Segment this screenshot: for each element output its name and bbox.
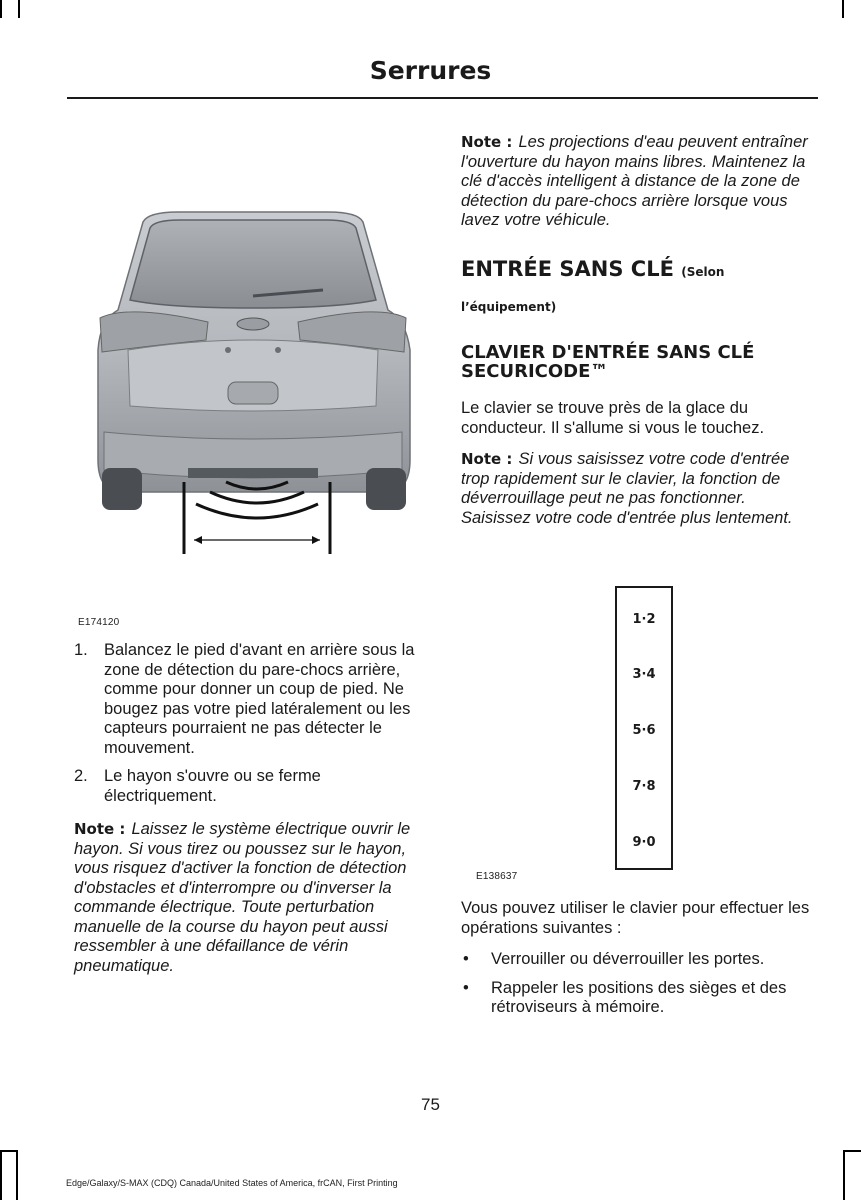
list-item <box>461 979 817 1018</box>
step-number: 1. <box>74 641 88 659</box>
keypad-key: 3·4 <box>632 667 656 682</box>
bullet-marker: • <box>463 978 469 997</box>
figure-code: E174120 <box>78 617 120 628</box>
note-text: Laissez le système électrique ouvrir le hayon. Si vous tirez ou poussez sur le hayon, vous risquez d'activer la fonction de détection d'obstacles et d'interrompre ou d'inverser la commande électrique. Toute perturbation manuelle de la course du hayon peut aussi ressembler à une défaillance de vérin pneumatique. <box>74 820 411 975</box>
page-title: Serrures <box>369 56 492 85</box>
bullet-list <box>461 950 817 1018</box>
heading-qualifier: (Selon <box>681 264 725 279</box>
subsection-heading: CLAVIER D'ENTRÉE SANS CLÉ SECURICODE™ <box>461 342 755 382</box>
note-block <box>461 133 817 231</box>
note-label: Note : <box>461 133 513 151</box>
keypad-key: 5·6 <box>632 723 656 738</box>
note-block <box>461 450 817 528</box>
bullet-text: Verrouiller ou déverrouiller les portes. <box>491 950 765 968</box>
list-item <box>461 950 817 970</box>
keypad-key: 7·8 <box>632 779 656 794</box>
step-text: Balancez le pied d'avant en arrière sous la zone de détection du pare-chocs arrière, comme pour donner un coup de pied. Ne bougez pas votre pied latéralement ou les capteurs pourraient ne pas détecter le mouvement. <box>104 641 415 757</box>
bullet-marker: • <box>463 950 469 968</box>
list-item <box>74 641 428 758</box>
heading-qualifier-tail: l’équipement) <box>461 299 557 314</box>
crop-mark <box>16 1150 18 1200</box>
figure-code: E138637 <box>476 871 518 882</box>
keypad-key: 1·2 <box>632 612 656 627</box>
crop-mark <box>18 0 20 18</box>
keypad-key: 9·0 <box>632 835 656 850</box>
crop-mark <box>842 0 844 18</box>
note-text: Les projections d'eau peuvent entraîner l'ouverture du hayon mains libres. Maintenez la clé d'accès intelligent à distance de la zone de détection du pare-chocs arrière lorsque vous lavez votre véhicule. <box>461 133 808 229</box>
note-label: Note : <box>461 450 513 468</box>
right-column-lower <box>461 899 817 1027</box>
page-number: 75 <box>421 1095 440 1114</box>
steps-list <box>74 641 428 806</box>
heading-text: ENTRÉE SANS CLÉ <box>461 256 674 281</box>
list-item <box>74 767 428 806</box>
section-heading <box>461 257 817 284</box>
paragraph: Le clavier se trouve près de la glace du conducteur. Il s'allume si vous le touchez. <box>461 399 765 437</box>
note-text: Si vous saisissez votre code d'entrée trop rapidement sur le clavier, la fonction de déverrouillage peut ne pas fonctionner. Saisissez votre code d'entrée plus lentement. <box>461 450 793 527</box>
crop-mark <box>0 0 2 18</box>
bullet-text: Rappeler les positions des sièges et des rétroviseurs à mémoire. <box>491 978 787 1016</box>
right-column <box>461 133 817 542</box>
crop-mark <box>843 1150 861 1152</box>
keypad-illustration <box>615 586 673 870</box>
header-divider <box>67 97 818 99</box>
paragraph: Vous pouvez utiliser le clavier pour effectuer les opérations suivantes : <box>461 899 810 937</box>
vehicle-rear-illustration <box>88 200 418 560</box>
note-label: Note : <box>74 820 126 838</box>
footer-text: Edge/Galaxy/S-MAX (CDQ) Canada/United States of America, frCAN, First Printing <box>66 1178 398 1188</box>
crop-mark <box>0 1150 2 1200</box>
crop-mark <box>843 1150 845 1200</box>
left-column <box>74 641 428 990</box>
note-block <box>74 820 428 976</box>
step-text: Le hayon s'ouvre ou se ferme électriquement. <box>104 767 321 805</box>
step-number: 2. <box>74 767 88 785</box>
